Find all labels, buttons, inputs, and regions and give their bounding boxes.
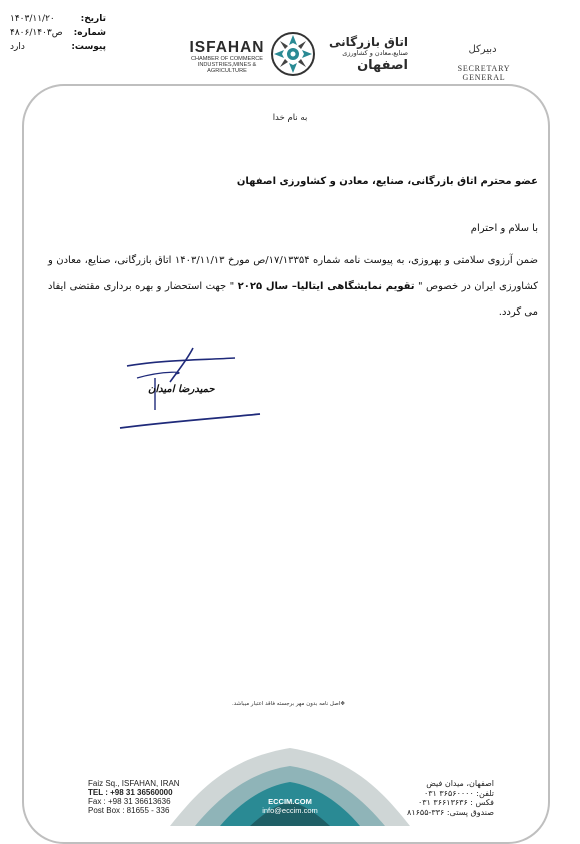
- paragraph-part2: " جهت استحضار و بهره برداری مقتضی ایفاد می گردد.: [48, 281, 538, 318]
- attachment-value: دارد: [10, 42, 25, 52]
- footer-contact-fa: [407, 779, 494, 817]
- logo-en-line2: CHAMBER OF COMMERCE: [190, 55, 264, 62]
- logo-en-line3: INDUSTRIES,MINES & AGRICULTURE: [197, 62, 257, 74]
- stamp-validity-note: ❖اصل نامه بدون مهر برجسته فاقد اعتبار میباشد.: [232, 701, 346, 707]
- date-value: ۱۴۰۳/۱۱/۲۰: [10, 14, 55, 24]
- logo-fa-line3: اصفهان: [357, 57, 408, 73]
- number-value: ۴۸۰۶/ص۱۴۰۳: [10, 28, 63, 38]
- secretary-general-fa: دبیرکل: [468, 44, 497, 55]
- footer-fa-fax: فکس : ۳۶۶۱۳۶۳۶ ۰۳۱: [417, 798, 494, 807]
- addressee: عضو محترم اتاق بازرگانی، صنایع، معادن و کشاورزی اصفهان: [236, 176, 538, 187]
- signature-name: حمیدرضا امیدان: [148, 384, 215, 395]
- greeting: با سلام و احترام: [470, 223, 538, 234]
- footer-fa-pobox: صندوق پستی: ۳۳۶-۸۱۶۵۵: [407, 807, 494, 817]
- logo-english: [180, 40, 274, 74]
- letter-meta: [10, 12, 106, 54]
- date-row: [10, 12, 106, 26]
- letter-paragraph: [48, 248, 538, 326]
- number-label: شماره:: [73, 28, 106, 38]
- logo-fa-line1: اتاق بازرگانی: [329, 35, 408, 49]
- number-row: [10, 26, 106, 40]
- footer-contact-en: [88, 779, 180, 815]
- paragraph-bold-title: تقویم نمایشگاهی ایتالیا– سال ۲۰۲۵: [237, 281, 415, 292]
- logo-persian: [318, 36, 408, 72]
- logo-en-name: ISFAHAN: [189, 39, 265, 56]
- footer-en-address: Faiz Sq., ISFAHAN, IRAN: [88, 779, 180, 788]
- footer-en-pobox: Post Box : 81655 - 336: [88, 806, 170, 815]
- chamber-logo-icon: [270, 31, 316, 77]
- footer-website: [262, 797, 318, 815]
- date-label: تاریخ:: [80, 14, 106, 24]
- secretary-general-en: SECRETARY GENERAL: [457, 64, 511, 82]
- footer-en-fax: Fax : +98 31 36613636: [88, 797, 171, 806]
- footer-en-tel: TEL : +98 31 36560000: [88, 788, 173, 797]
- footer-fa-address: اصفهان، میدان فیض: [426, 779, 494, 788]
- attachment-row: [10, 40, 106, 54]
- footer-web-email[interactable]: info@eccim.com: [262, 806, 318, 815]
- paragraph-part1: ضمن آرزوی سلامتی و بهروزی، به پیوست نامه شماره ۱۷/۱۳۳۵۴/ص مورخ ۱۴۰۳/۱۱/۱۳ اتاق بازرگانی، صنایع، معادن و کشاورزی ایران در خصوص ": [48, 255, 539, 292]
- footer-web-domain[interactable]: ECCIM.COM: [268, 797, 312, 806]
- attachment-label: پیوست:: [71, 42, 106, 52]
- footer-fa-tel: تلفن: ۳۶۵۶۰۰۰۰ ۰۳۱: [423, 788, 494, 798]
- logo-fa-line2: صنایع،معادن و کشاورزی: [342, 49, 408, 57]
- basmala: به نام خدا: [272, 113, 308, 123]
